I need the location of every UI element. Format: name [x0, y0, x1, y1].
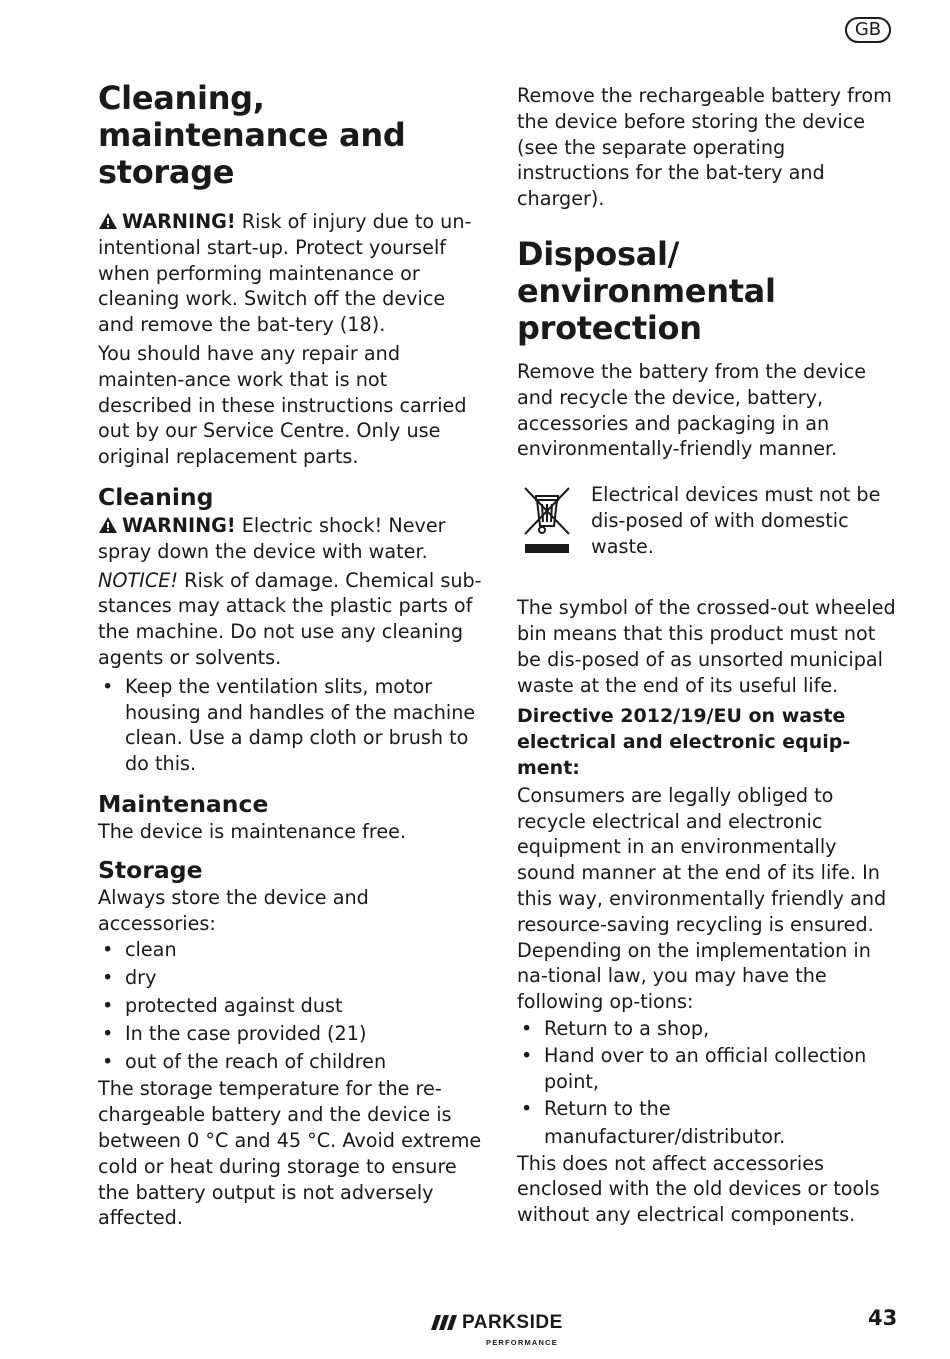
heading-cleaning: Cleaning — [98, 482, 214, 511]
notice-label: NOTICE! — [98, 568, 179, 592]
maintenance-text: The device is maintenance free. — [98, 819, 407, 843]
list-item: • In the case provided (21) — [98, 1020, 483, 1048]
list-item: • protected against dust — [98, 992, 483, 1020]
weee-text: Electrical devices must not be dis-posed of with domestic waste. — [591, 483, 881, 558]
warning-label: WARNING! — [122, 210, 236, 233]
cleaning-list — [98, 674, 483, 777]
warning-label: WARNING! — [122, 513, 236, 537]
warning-text: Risk of injury due to un-intentional start-up. Protect yourself when performing maintenance or cleaning work. Switch off the device and remove the bat-tery (18). — [98, 210, 472, 337]
warning-paragraph-shock — [98, 513, 483, 565]
list-item: • clean — [98, 936, 483, 964]
options-intro: Depending on the implementation in na-tional law, you may have the following op-tions: — [517, 938, 871, 1014]
list-item: • out of the reach of children — [98, 1048, 483, 1076]
storage-temperature-text: The storage temperature for the re-chargeable battery and the device is between 0 °C and 45 °C. Avoid extreme cold or heat during storage to ensure the battery output is not adversely affected. — [98, 1077, 482, 1230]
section-title-cleaning-maintenance-storage: Cleaning, maintenance and storage — [98, 79, 406, 191]
storage-list — [98, 936, 483, 1076]
warning-text: Electric shock! Never spray down the device with water. — [98, 513, 446, 563]
crossed-out-wheeled-bin-icon — [521, 484, 573, 556]
page-number: 43 — [868, 1306, 898, 1330]
left-column — [98, 80, 483, 1231]
right-column — [517, 83, 900, 1228]
warning-triangle-icon — [98, 212, 118, 230]
list-item: • Hand over to an official collection point, — [517, 1043, 900, 1095]
list-item: • Return to a shop, — [517, 1015, 900, 1043]
consumers-paragraph: Consumers are legally obliged to recycle electrical and electronic equipment in an environmentally sound manner at the end of its life. In this way, environmentally friendly and resource-saving recycling is ensured. — [517, 783, 887, 936]
directive-heading: Directive 2012/19/EU on waste electrical and electronic equip-ment: — [517, 705, 851, 779]
section-title-disposal: Disposal/ environmental protection — [517, 234, 776, 347]
notice-text: Risk of damage. Chemical sub-stances may attack the plastic parts of the machine. Do not use any cleaning agents or solvents. — [98, 568, 482, 669]
disposal-intro: Remove the battery from the device and recycle the device, battery, accessories and packaging in an environmentally-friendly manner. — [517, 359, 867, 461]
weee-notice — [517, 482, 900, 582]
brand-subtitle: PERFORMANCE — [486, 1338, 558, 1347]
disposal-options-list — [517, 1015, 900, 1151]
list-item: • Return to the manufacturer/distributor. — [517, 1095, 900, 1151]
brand-name: PARKSIDE — [462, 1312, 563, 1333]
repair-paragraph: You should have any repair and mainten-ance work that is not described in these instructions carried out by our Service Centre. Only use original replacement parts. — [98, 341, 467, 469]
storage-intro: Always store the device and accessories: — [98, 885, 369, 935]
list-item: • Keep the ventilation slits, motor housing and handles of the machine clean. Use a damp cloth or brush to do this. — [98, 674, 483, 777]
warning-triangle-icon — [98, 516, 118, 534]
heading-storage: Storage — [98, 855, 203, 884]
language-badge: GB — [845, 17, 891, 43]
parkside-logo — [430, 1313, 580, 1349]
heading-maintenance: Maintenance — [98, 789, 269, 818]
list-item: • dry — [98, 964, 483, 992]
warning-paragraph-startup — [98, 209, 483, 338]
notice-paragraph — [98, 568, 483, 671]
remove-battery-paragraph: Remove the rechargeable battery from the device before storing the device (see the separate operating instructions for the bat-tery and charger). — [517, 84, 892, 211]
closing-paragraph: This does not affect accessories enclosed with the old devices or tools without any electrical components. — [517, 1151, 880, 1227]
symbol-explanation: The symbol of the crossed-out wheeled bin means that this product must not be dis-posed of as unsorted municipal waste at the end of its useful life. — [517, 596, 896, 697]
